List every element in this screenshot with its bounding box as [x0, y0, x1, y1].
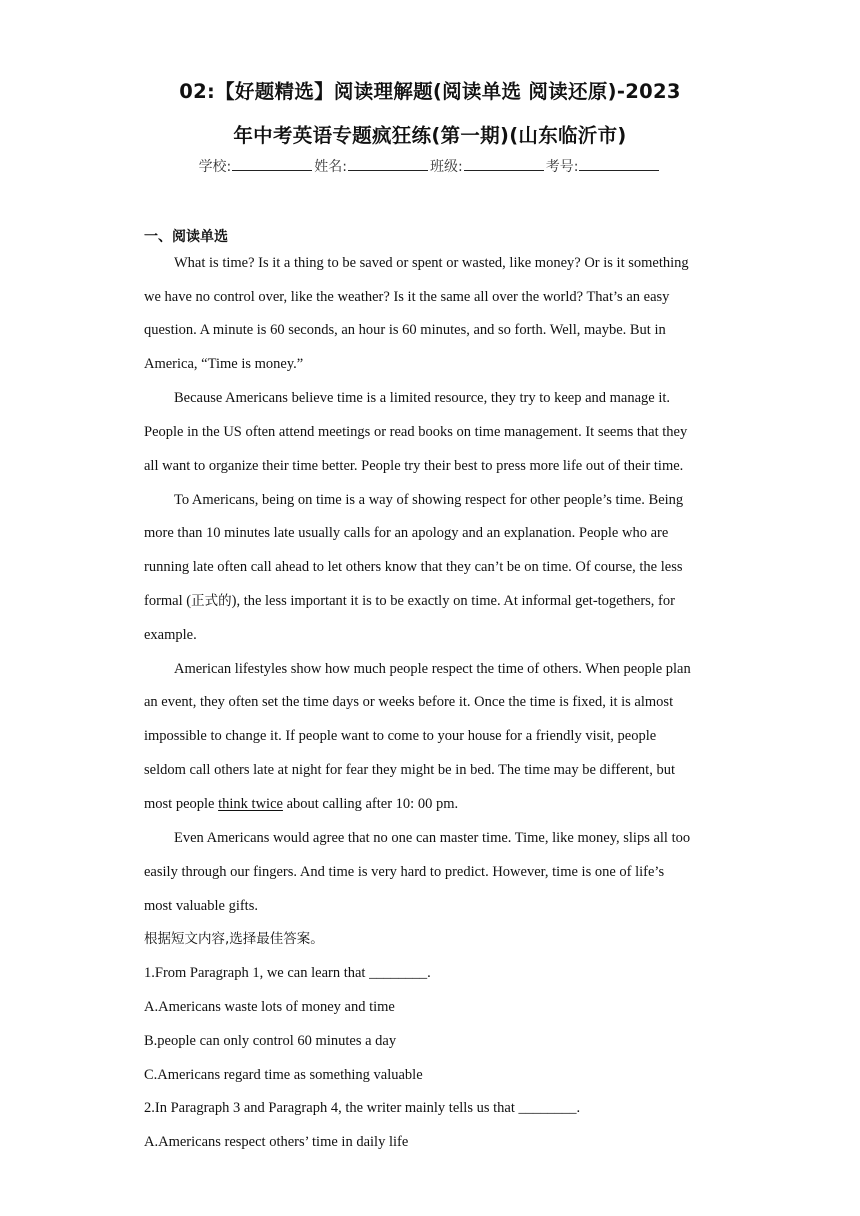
chinese-gloss: 正式的 [191, 593, 232, 609]
class-label: 班级: [430, 159, 463, 175]
school-blank [232, 158, 312, 171]
passage-line: Even Americans would agree that no one can master time. Time, like money, slips all too [174, 830, 691, 846]
passage-line: America, “Time is money.” [144, 356, 304, 372]
passage-line: Because Americans believe time is a limited resource, they try to keep and manage it. [174, 390, 671, 406]
passage-line: running late often call ahead to let others know that they can’t be on time. Of course, the less [144, 559, 683, 575]
passage-line: more than 10 minutes late usually calls for an apology and an explanation. People who are [144, 525, 669, 541]
name-blank [348, 158, 428, 171]
class-blank [464, 158, 544, 171]
question-1: 1.From Paragraph 1, we can learn that ________. [144, 965, 431, 981]
underlined-phrase: think twice [218, 796, 283, 812]
passage-line: To Americans, being on time is a way of showing respect for other people’s time. Being [174, 492, 684, 508]
question-1-option-a: A.Americans waste lots of money and time [144, 999, 395, 1015]
passage-line [144, 794, 458, 814]
section-heading: 一、阅读单选 [144, 229, 228, 245]
instructions: 根据短文内容,选择最佳答案。 [144, 931, 324, 947]
document-title-line-1: 02:【好题精选】阅读理解题(阅读单选 阅读还原)-2023 [179, 80, 681, 103]
passage-line: easily through our fingers. And time is very hard to predict. However, time is one of life’s [144, 864, 665, 880]
student-info-line [0, 156, 860, 176]
question-1-option-b: B.people can only control 60 minutes a day [144, 1033, 397, 1049]
question-2-option-a: A.Americans respect others’ time in daily life [144, 1134, 409, 1150]
passage-line: most valuable gifts. [144, 898, 258, 914]
passage-line: all want to organize their time better. People try their best to press more life out of their time. [144, 458, 684, 474]
passage-line: we have no control over, like the weather? Is it the same all over the world? That’s an easy [144, 289, 670, 305]
school-label: 学校: [198, 159, 232, 175]
passage-text: about calling after 10: 00 pm. [282, 796, 459, 812]
document-title-line-2: 年中考英语专题疯狂练(第一期)(山东临沂市) [233, 124, 627, 147]
passage-text: ), the less important it is to be exactly on time. At informal get-togethers, for [231, 593, 675, 609]
question-1-option-c: C.Americans regard time as something valuable [144, 1067, 423, 1083]
passage-text: most people [144, 796, 219, 812]
passage-line: What is time? Is it a thing to be saved or spent or wasted, like money? Or is it something [174, 255, 689, 271]
passage-line: People in the US often attend meetings or read books on time management. It seems that they [144, 424, 688, 440]
passage-line: seldom call others late at night for fear they might be in bed. The time may be different, but [144, 762, 675, 778]
passage-text: formal ( [144, 593, 192, 609]
passage-line: impossible to change it. If people want to come to your house for a friendly visit, people [144, 728, 657, 744]
question-2: 2.In Paragraph 3 and Paragraph 4, the writer mainly tells us that ________. [144, 1100, 581, 1116]
name-label: 姓名: [314, 159, 347, 175]
passage-line: an event, they often set the time days or weeks before it. Once the time is fixed, it is almost [144, 694, 674, 710]
passage-line: American lifestyles show how much people respect the time of others. When people plan [174, 661, 691, 677]
passage-line: example. [144, 627, 197, 643]
exam-number-label: 考号: [545, 159, 579, 175]
exam-number-blank [579, 158, 659, 171]
passage-line [144, 591, 675, 611]
passage-line: question. A minute is 60 seconds, an hour is 60 minutes, and so forth. Well, maybe. But in [144, 322, 666, 338]
